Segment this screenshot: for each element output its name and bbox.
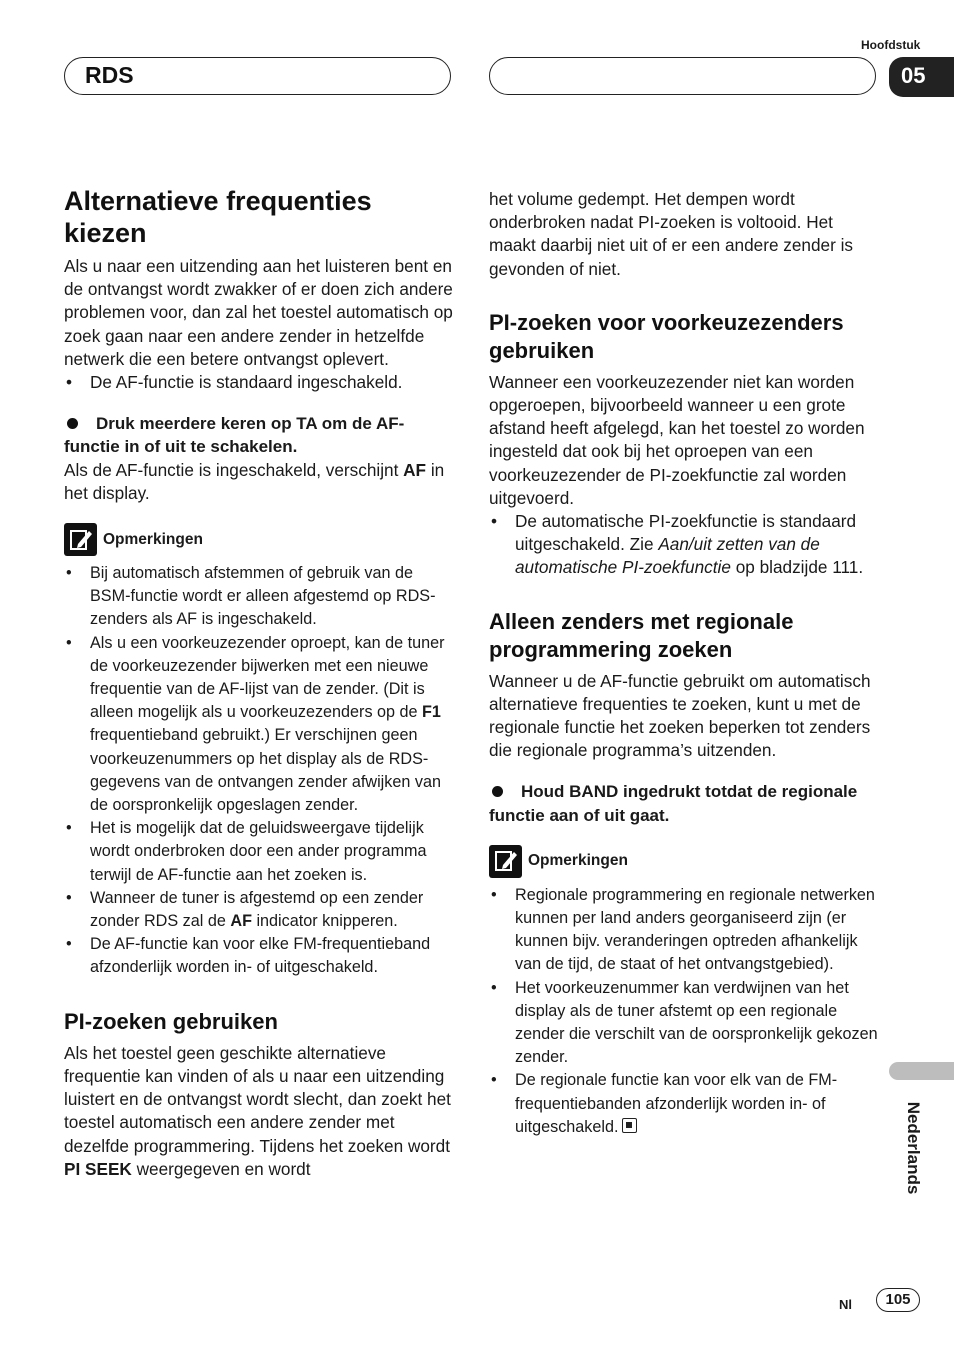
heading-pi-preset: PI-zoeken voor voorkeuzezenders gebruiken xyxy=(489,309,844,363)
pencil-note-icon xyxy=(489,845,522,878)
list-item: • Regionale programmering en regionale netwerken kunnen per land anders georganiseerd zijn (er kunnen bijv. veranderingen optreden afhankelijk van de tijd, de staat of het ontvangstgebied). xyxy=(489,884,879,977)
list-item: • De automatische PI-zoekfunctie is standaard uitgeschakeld. Zie Aan/uit zetten van de automatische PI-zoekfunctie op bladzijde 111. xyxy=(489,510,879,580)
list-item: • De AF-functie kan voor elke FM-frequentieband afzonderlijk worden in- of uitgeschakeld. xyxy=(64,933,454,979)
page-number: 105 xyxy=(876,1288,920,1312)
notes-list xyxy=(489,884,879,1139)
header-section-pill xyxy=(64,57,451,95)
intro-paragraph: Als u naar een uitzending aan het luisteren bent en de ontvangst wordt zwakker of er doen zich andere problemen voor, dan zal het toestel automatisch op zoek gaan naar een andere zender in hetzelfde netwerk die een betere ontvangst oplevert. xyxy=(64,256,453,369)
left-column xyxy=(64,185,454,1181)
continued-paragraph: het volume gedempt. Het dempen wordt onderbroken nadat PI-zoeken is voltooid. Het maakt daarbij niet uit of er een andere zender is gevonden of niet. xyxy=(489,189,854,279)
instruction-text: Houd BAND ingedrukt totdat de regionale functie aan of uit gaat. xyxy=(489,782,858,825)
list-item: • De AF-functie is standaard ingeschakeld. xyxy=(64,371,454,394)
list-item: • Het is mogelijk dat de geluidsweergave tijdelijk wordt onderbroken door een ander programma terwijl de AF-functie aan het zoeken is. xyxy=(64,817,454,887)
notes-title: Opmerkingen xyxy=(528,852,628,870)
notes-title: Opmerkingen xyxy=(103,530,203,548)
regional-paragraph: Wanneer u de AF-functie gebruikt om automatisch alternatieve frequenties te zoeken, kunt u met de regionale functie het zoeken beperken tot zenders die regionale programma’s uitzenden. xyxy=(489,670,871,761)
chapter-word: Hoofdstuk xyxy=(861,38,921,52)
list-item: • Het voorkeuzenummer kan verdwijnen van het display als de tuner afstemt op een regionale zender die verschilt van de oorspronkelijk gekozen zender. xyxy=(489,977,879,1070)
end-of-section-icon xyxy=(622,1118,637,1133)
preset-paragraph: Wanneer een voorkeuzezender niet kan worden opgeroepen, bijvoorbeeld wanneer u een grote afstand heeft afgelegd, kan het toestel zo worden ingesteld dat ook bij het oproepen van een voorkeuzezender de PI-zoekfunctie zal worden uitgevoerd. xyxy=(489,371,865,508)
notes-header xyxy=(64,523,454,556)
section-label: RDS xyxy=(85,62,134,88)
list-item: • Bij automatisch afstemmen of gebruik van de BSM-functie wordt er alleen afgestemd op RDS-zenders als AF is ingeschakeld. xyxy=(64,562,454,632)
list-item: • De regionale functie kan voor elk van de FM-frequentiebanden afzonderlijk worden in- of uitgeschakeld. xyxy=(489,1069,879,1139)
list-item: • Wanneer de tuner is afgestemd op een zender zonder RDS zal de AF indicator knipperen. xyxy=(64,887,454,933)
heading-regional: Alleen zenders met regionale programmering zoeken xyxy=(489,608,794,662)
chapter-number-badge xyxy=(889,57,954,97)
right-column xyxy=(489,188,879,1139)
heading-alternative-frequencies: Alternatieve frequenties kiezen xyxy=(64,186,372,248)
language-label: Nederlands xyxy=(904,1101,923,1195)
instruction-dot-icon xyxy=(67,418,78,429)
instruction-af xyxy=(64,412,454,458)
notes-list xyxy=(64,562,454,980)
pi-paragraph: Als het toestel geen geschikte alternatieve frequentie kan vinden of als u naar een uitzending luistert en de ontvangst wordt slecht, dan zoekt het toestel automatisch een andere zender met dezelfde programmering. Tijdens het zoeken wordt PI SEEK weergegeven en wordt xyxy=(64,1042,451,1179)
footer-language-code: Nl xyxy=(839,1297,852,1312)
notes-header xyxy=(489,845,879,878)
instruction-band xyxy=(489,780,879,826)
chapter-number: 05 xyxy=(901,63,926,88)
instruction-dot-icon xyxy=(492,786,503,797)
list-item: • Als u een voorkeuzezender oproept, kan de tuner de voorkeuzezender bijwerken met een nieuwe frequentie van de AF-lijst van de zender. (Dit is alleen mogelijk als u voorkeuzezenders op de F1 frequentieband gebruikt.) Er verschijnen geen voorkeuzenummers op het display als de RDS-gegevens van de ontvangen zender afwijken van de oorspronkelijk opgeslagen zender. xyxy=(64,632,454,818)
language-tab xyxy=(889,1062,954,1080)
pencil-note-icon xyxy=(64,523,97,556)
instruction-text: Druk meerdere keren op TA om de AF-functie in of uit te schakelen. xyxy=(64,414,405,457)
heading-pi-search: PI-zoeken gebruiken xyxy=(64,1008,278,1034)
header-blank-pill xyxy=(489,57,876,95)
result-paragraph: Als de AF-functie is ingeschakeld, verschijnt AF in het display. xyxy=(64,459,445,503)
